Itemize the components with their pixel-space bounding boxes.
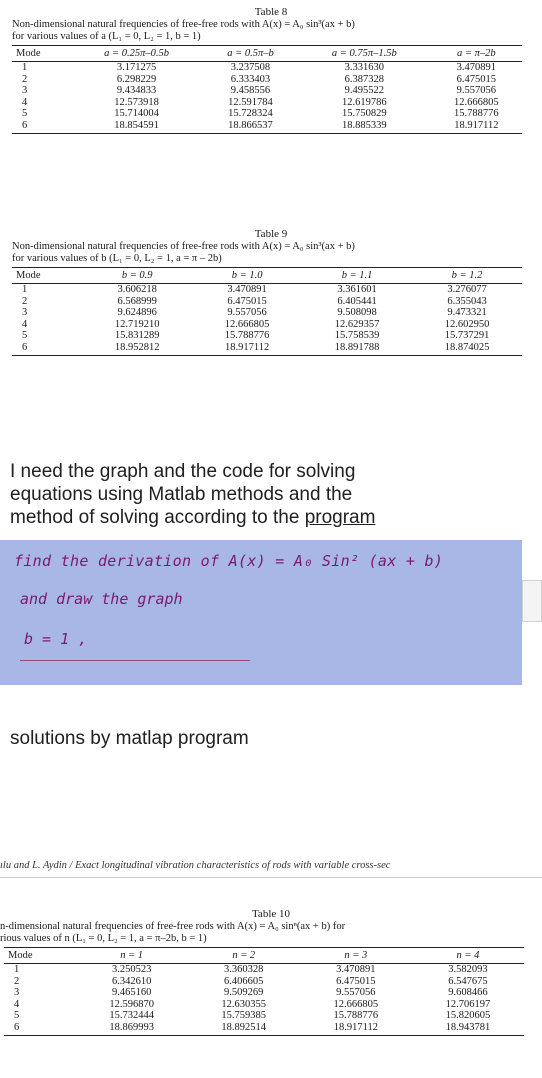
- table-row: [12, 97, 522, 109]
- question-line: I need the graph and the code for solving: [10, 461, 356, 482]
- frequency-cell: 18.874025: [412, 342, 522, 355]
- mode-cell: 6: [4, 1022, 76, 1035]
- note-line: b = 1 ,: [24, 630, 88, 648]
- table-title: Table 9: [254, 228, 288, 240]
- frequency-cell: 9.434833: [116, 85, 157, 97]
- frequency-cell: 6.547675: [448, 975, 488, 987]
- frequency-cell: 15.737291: [444, 330, 490, 342]
- table-row: [4, 1022, 524, 1035]
- frequency-cell: 3.276077: [447, 284, 487, 295]
- frequency-cell: 18.917112: [300, 1022, 412, 1035]
- frequency-cell: 6.333403: [230, 73, 271, 85]
- column-header: n = 4: [412, 948, 524, 964]
- mode-cell: 6: [12, 342, 82, 355]
- frequency-cell: 6.406605: [224, 975, 264, 987]
- note-line: find the derivation of A(x) = A₀ Sin² (ax + b): [14, 552, 444, 570]
- frequency-cell: 9.608466: [448, 987, 488, 999]
- table-row: [4, 1010, 524, 1022]
- frequency-cell: 6.568999: [117, 295, 157, 307]
- frequency-cell: 18.869993: [76, 1022, 188, 1035]
- table-row: [12, 62, 522, 74]
- mode-cell: 2: [22, 73, 28, 85]
- column-header: a = 0.5π–b: [203, 46, 298, 62]
- mode-cell: 2: [14, 975, 20, 987]
- frequency-cell: 12.706197: [445, 998, 491, 1010]
- frequency-cell: 3.360328: [224, 964, 264, 975]
- mode-cell: 4: [22, 96, 28, 108]
- frequency-cell: 3.171275: [116, 62, 157, 73]
- table-caption: Non-dimensional natural frequencies of free-free rods with A(x) = A₀ sin³(ax + b): [12, 241, 355, 252]
- table-body: [4, 964, 524, 1036]
- table-row: [12, 74, 522, 86]
- table-9: [0, 228, 542, 356]
- data-table: [12, 267, 522, 356]
- frequency-cell: 9.508098: [337, 307, 377, 319]
- table-row: [12, 342, 522, 355]
- mode-cell: 5: [22, 330, 28, 342]
- table-header-row: [4, 948, 524, 964]
- mode-column-header: Mode: [4, 948, 76, 964]
- frequency-cell: 18.917112: [431, 120, 522, 133]
- table-row: [12, 307, 522, 319]
- mode-cell: 3: [22, 307, 28, 319]
- note-underline: [20, 660, 250, 661]
- frequency-cell: 15.750829: [342, 108, 387, 120]
- frequency-cell: 9.458556: [230, 85, 271, 97]
- mode-cell: 3: [14, 987, 20, 999]
- frequency-cell: 15.820605: [445, 1010, 491, 1022]
- mode-cell: 2: [22, 295, 28, 307]
- frequency-cell: 18.866537: [203, 120, 298, 133]
- table-row: [12, 284, 522, 296]
- frequency-cell: 12.666805: [333, 998, 379, 1010]
- table-row: [12, 319, 522, 331]
- table-title: Table 8: [254, 6, 288, 18]
- frequency-cell: 15.788776: [333, 1010, 379, 1022]
- table-row: [12, 330, 522, 342]
- table-caption: n-dimensional natural frequencies of free-free rods with A(x) = A₀ sinⁿ(ax + b) for: [0, 921, 346, 932]
- column-header: n = 3: [300, 948, 412, 964]
- column-header: b = 1.1: [302, 268, 412, 284]
- frequency-cell: 12.602950: [444, 318, 490, 330]
- frequency-cell: 3.582093: [448, 964, 488, 975]
- frequency-cell: 6.298229: [116, 73, 157, 85]
- frequency-cell: 9.624896: [117, 307, 157, 319]
- column-header: b = 1.2: [412, 268, 522, 284]
- table-header-row: [12, 46, 522, 62]
- frequency-cell: 12.591784: [228, 96, 273, 108]
- table-row: [4, 999, 524, 1011]
- table-row: [4, 976, 524, 988]
- column-header: n = 1: [76, 948, 188, 964]
- mode-column-header: Mode: [12, 46, 70, 62]
- data-table: [12, 45, 522, 134]
- table-row: [4, 987, 524, 999]
- frequency-cell: 3.237508: [230, 62, 271, 73]
- frequency-cell: 6.355043: [447, 295, 487, 307]
- handwritten-note: [0, 540, 522, 685]
- mode-cell: 5: [22, 108, 28, 120]
- frequency-cell: 6.475015: [336, 975, 376, 987]
- mode-cell: 1: [22, 284, 28, 295]
- table-8: [0, 6, 542, 134]
- question-text-part: method of solving according to the: [10, 507, 305, 528]
- question-line: equations using Matlab methods and the: [10, 484, 353, 505]
- frequency-cell: 12.666805: [224, 318, 270, 330]
- frequency-cell: 6.342610: [111, 975, 152, 987]
- mode-column-header: Mode: [12, 268, 82, 284]
- frequency-cell: 15.831289: [114, 330, 160, 342]
- frequency-cell: 15.759385: [221, 1010, 267, 1022]
- frequency-cell: 3.470891: [456, 62, 497, 73]
- column-header: a = 0.75π–1.5b: [298, 46, 431, 62]
- frequency-cell: 15.788776: [454, 108, 499, 120]
- table-caption: Non-dimensional natural frequencies of free-free rods with A(x) = A₀ sin³(ax + b): [12, 19, 355, 30]
- frequency-cell: 18.943781: [412, 1022, 524, 1035]
- question-line: [10, 506, 530, 529]
- table-row: [12, 120, 522, 133]
- frequency-cell: 18.891788: [302, 342, 412, 355]
- frequency-cell: 18.952812: [82, 342, 192, 355]
- mode-cell: 3: [22, 85, 28, 97]
- column-header: b = 0.9: [82, 268, 192, 284]
- solutions-text: solutions by matlap program: [10, 728, 249, 749]
- frequency-cell: 3.361601: [337, 284, 377, 295]
- frequency-cell: 18.885339: [298, 120, 431, 133]
- frequency-cell: 12.573918: [114, 96, 159, 108]
- mode-cell: 4: [14, 998, 20, 1010]
- frequency-cell: 9.509269: [224, 987, 264, 999]
- mode-cell: 5: [14, 1010, 20, 1022]
- frequency-cell: 3.470891: [336, 964, 376, 975]
- frequency-cell: 9.465160: [111, 987, 152, 999]
- table-body: [12, 62, 522, 134]
- table-caption: for various values of a (L₁ = 0, L₂ = 1, b = 1): [12, 31, 201, 42]
- mode-cell: 4: [22, 318, 28, 330]
- frequency-cell: 12.596870: [109, 998, 154, 1010]
- frequency-cell: 15.728324: [228, 108, 273, 120]
- frequency-cell: 3.331630: [344, 62, 385, 73]
- program-link[interactable]: program: [304, 507, 376, 528]
- table-10: [0, 908, 542, 1036]
- frequency-cell: 3.470891: [227, 284, 267, 295]
- table-row: [4, 964, 524, 976]
- frequency-cell: 15.714004: [114, 108, 159, 120]
- frequency-cell: 6.405441: [337, 295, 377, 307]
- data-table: [4, 947, 524, 1036]
- table-body: [12, 284, 522, 356]
- frequency-cell: 12.719210: [114, 318, 160, 330]
- frequency-cell: 15.788776: [224, 330, 270, 342]
- column-header: b = 1.0: [192, 268, 302, 284]
- table-caption: for various values of b (L₁ = 0, L₂ = 1, a = π – 2b): [12, 253, 222, 264]
- frequency-cell: 9.473321: [447, 307, 487, 319]
- frequency-cell: 6.387328: [344, 73, 385, 85]
- frequency-cell: 12.630355: [221, 998, 267, 1010]
- frequency-cell: 9.557056: [336, 987, 376, 999]
- note-line: and draw the graph: [20, 590, 183, 608]
- table-caption: rious values of n (L₁ = 0, L₂ = 1, a = π–2b, b = 1): [0, 933, 207, 944]
- running-head: ılu and L. Aydin / Exact longitudinal vibration characteristics of rods with variable cross-sec: [0, 860, 391, 871]
- side-widget[interactable]: [522, 580, 542, 622]
- frequency-cell: 18.854591: [70, 120, 203, 133]
- frequency-cell: 15.732444: [109, 1010, 154, 1022]
- question-text: [10, 460, 530, 529]
- mode-cell: 1: [22, 62, 28, 73]
- column-header: a = 0.25π–0.5b: [70, 46, 203, 62]
- frequency-cell: 3.606218: [117, 284, 157, 295]
- frequency-cell: 9.557056: [456, 85, 497, 97]
- frequency-cell: 12.629357: [334, 318, 380, 330]
- divider: [0, 877, 542, 878]
- frequency-cell: 6.475015: [227, 295, 267, 307]
- frequency-cell: 9.557056: [227, 307, 267, 319]
- frequency-cell: 18.917112: [192, 342, 302, 355]
- column-header: n = 2: [188, 948, 300, 964]
- table-header-row: [12, 268, 522, 284]
- mode-cell: 1: [14, 964, 20, 975]
- frequency-cell: 15.758539: [334, 330, 380, 342]
- frequency-cell: 12.666805: [454, 96, 499, 108]
- table-row: [12, 296, 522, 308]
- table-row: [12, 108, 522, 120]
- table-row: [12, 85, 522, 97]
- frequency-cell: 9.495522: [344, 85, 385, 97]
- column-header: a = π–2b: [431, 46, 522, 62]
- mode-cell: 6: [12, 120, 70, 133]
- frequency-cell: 18.892514: [188, 1022, 300, 1035]
- frequency-cell: 6.475015: [456, 73, 497, 85]
- frequency-cell: 12.619786: [342, 96, 387, 108]
- table-title: Table 10: [251, 908, 291, 920]
- frequency-cell: 3.250523: [111, 964, 152, 975]
